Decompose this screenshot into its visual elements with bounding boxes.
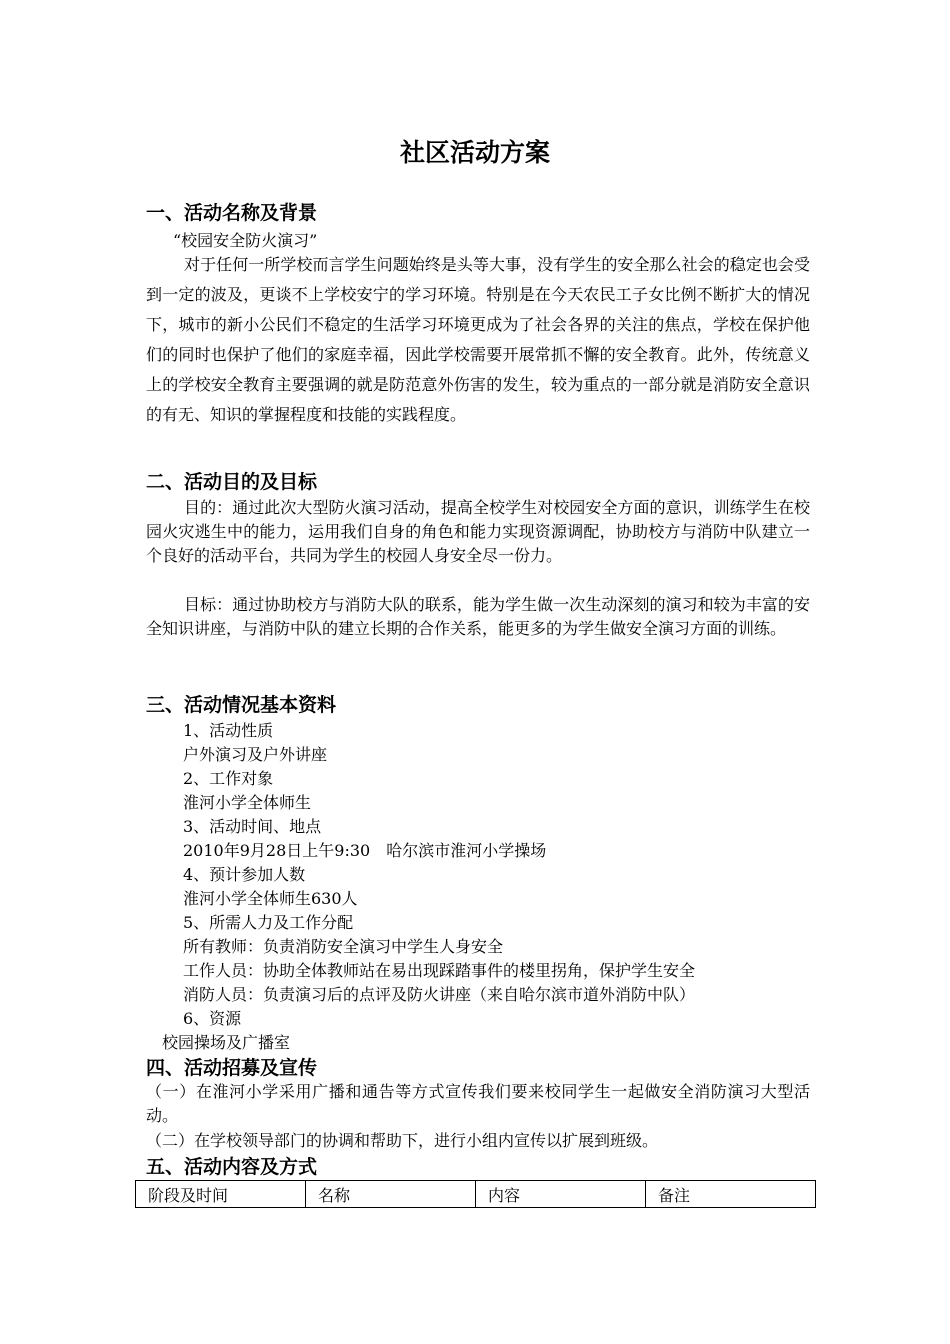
table-header-cell: 阶段及时间 xyxy=(136,1181,306,1208)
basic-info-line: 4、预计参加人数 xyxy=(183,865,306,884)
section-1-heading: 一、活动名称及背景 xyxy=(146,202,318,224)
purpose-paragraph xyxy=(146,496,810,568)
purpose-text: 目的：通过此次大型防火演习活动，提高全校学生对校园安全方面的意识，训练学生在校园火灾逃生中的能力，运用我们自身的角色和能力实现资源调配，协助校方与消防中队建立一个良好的活动平台，共同为学生的校园人身安全尽一份力。 xyxy=(146,498,810,565)
promotion-item-1: （一）在淮河小学采用广播和通告等方式宣传我们要来校同学生一起做安全消防演习大型活动。 xyxy=(146,1082,810,1125)
basic-info-line: 淮河小学全体师生 xyxy=(183,793,312,812)
table-header-row xyxy=(136,1181,816,1208)
document-title: 社区活动方案 xyxy=(399,138,550,167)
background-paragraph xyxy=(146,250,810,430)
goal-text: 目标：通过协助校方与消防大队的联系，能为学生做一次生动深刻的演习和较为丰富的安全知识讲座，与消防中队的建立长期的合作关系，能更多的为学生做安全演习方面的训练。 xyxy=(146,595,810,638)
resource-line: 校园操场及广播室 xyxy=(162,1033,291,1052)
basic-info-line: 工作人员：协助全体教师站在易出现踩踏事件的楼里拐角，保护学生安全 xyxy=(183,961,696,980)
activity-name: “校园安全防火演习” xyxy=(173,231,318,250)
basic-info-line: 所有教师：负责消防安全演习中学生人身安全 xyxy=(183,937,504,956)
basic-info-line: 3、活动时间、地点 xyxy=(183,817,322,836)
section-2-heading: 二、活动目的及目标 xyxy=(146,471,318,493)
goal-paragraph xyxy=(146,593,810,641)
basic-info-line: 1、活动性质 xyxy=(183,721,274,740)
table-header-cell: 备注 xyxy=(646,1181,816,1208)
activity-table xyxy=(135,1180,816,1208)
table-header-cell: 名称 xyxy=(306,1181,476,1208)
background-text: 对于任何一所学校而言学生问题始终是头等大事，没有学生的安全那么社会的稳定也会受到一定的波及，更谈不上学校安宁的学习环境。特别是在今天农民工子女比例不断扩大的情况下，城市的新小公民们不稳定的生活学习环境更成为了社会各界的关注的焦点，学校在保护他们的同时也保护了他们的家庭幸福，因此学校需要开展常抓不懈的安全教育。此外，传统意义上的学校安全教育主要强调的就是防范意外伤害的发生，较为重点的一部分就是消防安全意识的有无、知识的掌握程度和技能的实践程度。 xyxy=(146,255,810,424)
basic-info-line: 2010年9月28日上午9:30 哈尔滨市淮河小学操场 xyxy=(183,841,547,860)
basic-info-line: 5、所需人力及工作分配 xyxy=(183,913,354,932)
section-4-heading: 四、活动招募及宣传 xyxy=(146,1057,318,1079)
promotion-item-2: （二）在学校领导部门的协调和帮助下，进行小组内宣传以扩展到班级。 xyxy=(146,1131,659,1150)
table-header-cell: 内容 xyxy=(476,1181,646,1208)
basic-info-line: 2、工作对象 xyxy=(183,769,274,788)
basic-info-line: 消防人员：负责演习后的点评及防火讲座（来自哈尔滨市道外消防中队） xyxy=(183,985,696,1004)
basic-info-line: 户外演习及户外讲座 xyxy=(183,745,328,764)
section-3-heading: 三、活动情况基本资料 xyxy=(146,694,337,716)
basic-info-line: 淮河小学全体师生630人 xyxy=(183,889,358,908)
section-5-heading: 五、活动内容及方式 xyxy=(146,1156,318,1178)
basic-info-line: 6、资源 xyxy=(183,1009,242,1028)
